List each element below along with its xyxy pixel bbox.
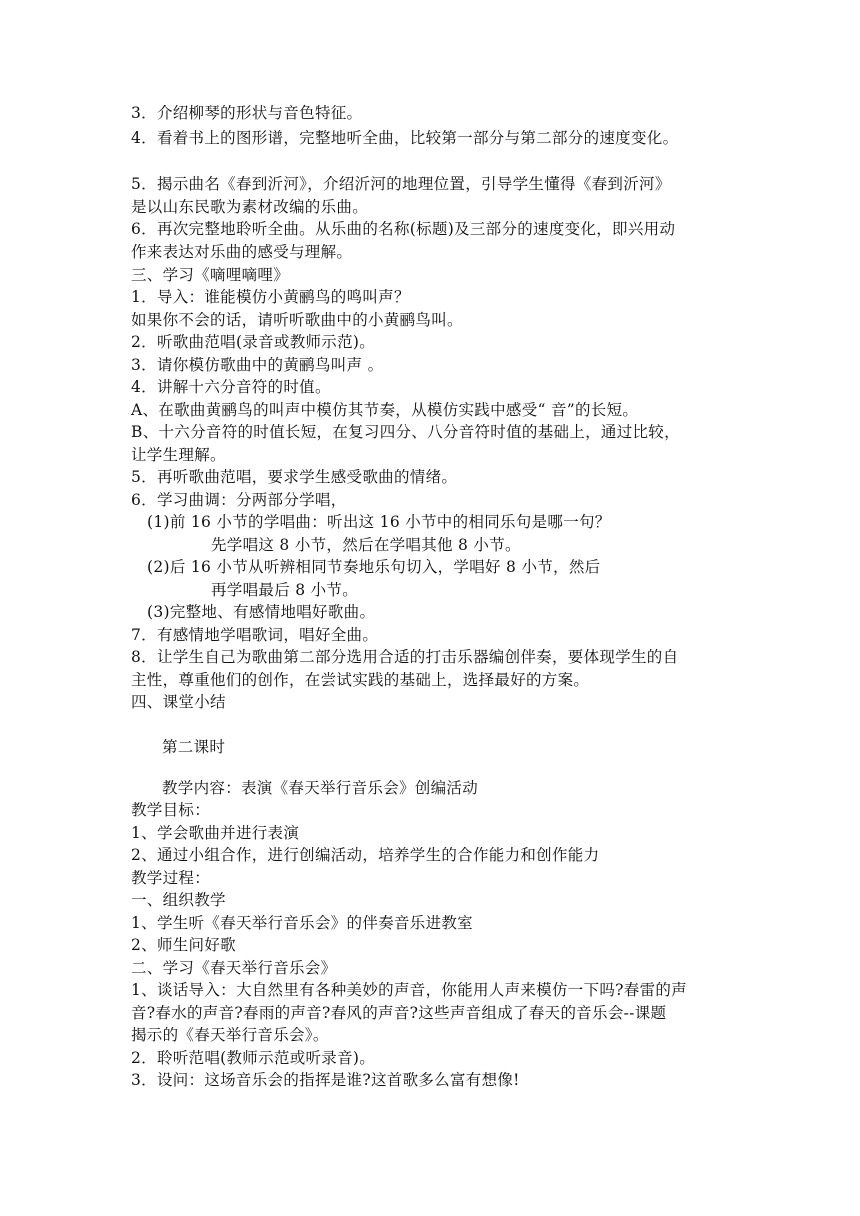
lesson-title: 第二课时 bbox=[162, 738, 226, 756]
text-line: A、在歌曲黄鹂鸟的叫声中模仿其节奏，从模仿实践中感受“ 音”的长短。 bbox=[131, 401, 639, 419]
text-line: 3．设问：这场音乐会的指挥是谁?这首歌多么富有想像! bbox=[131, 1071, 520, 1089]
text-line: 5．再听歌曲范唱，要求学生感受歌曲的情绪。 bbox=[131, 468, 458, 486]
text-line: 作来表达对乐曲的感受与理解。 bbox=[131, 243, 353, 261]
text-line: 7．有感情地学唱歌词，唱好全曲。 bbox=[131, 626, 379, 644]
text-line: 先学唱这 8 小节，然后在学唱其他 8 小节。 bbox=[211, 536, 521, 554]
text-line: 1、学生听《春天举行音乐会》的伴奏音乐进教室 bbox=[131, 914, 473, 932]
section-heading: 四、课堂小结 bbox=[131, 693, 226, 711]
text-line: 让学生理解。 bbox=[131, 446, 226, 464]
text-line: 2、通过小组合作，进行创编活动，培养学生的合作能力和创作能力 bbox=[131, 846, 600, 864]
text-line: 3．介绍柳琴的形状与音色特征。 bbox=[131, 104, 363, 122]
text-line: 2、师生问好歌 bbox=[131, 936, 236, 954]
text-line: (1)前 16 小节的学唱曲：听出这 16 小节中的相同乐句是哪一句？ bbox=[147, 513, 611, 531]
text-line: 6．学习曲调：分两部分学唱， bbox=[131, 491, 347, 509]
text-line: 教学内容：表演《春天举行音乐会》创编活动 bbox=[162, 779, 479, 797]
text-line: 5．揭示曲名《春到沂河》，介绍沂河的地理位置，引导学生懂得《春到沂河》 bbox=[131, 175, 671, 193]
text-line: (3)完整地、有感情地唱好歌曲。 bbox=[147, 603, 376, 621]
text-line: 教学过程： bbox=[131, 869, 211, 887]
text-line: 主性，尊重他们的创作，在尝试实践的基础上，选择最好的方案。 bbox=[131, 671, 590, 689]
section-heading: 三、学习《嘀哩嘀哩》 bbox=[131, 266, 290, 284]
text-line: 4．讲解十六分音符的时值。 bbox=[131, 378, 331, 396]
section-heading: 二、学习《春天举行音乐会》 bbox=[131, 959, 337, 977]
text-line: 8．让学生自己为歌曲第二部分选用合适的打击乐器编创伴奏，要体现学生的自 bbox=[131, 648, 679, 666]
text-line: (2)后 16 小节从听辨相同节奏地乐句切入，学唱好 8 小节，然后 bbox=[147, 558, 601, 576]
text-line: 1．导入：谁能模仿小黄鹂鸟的鸣叫声？ bbox=[131, 288, 410, 306]
text-line: 是以山东民歌为素材改编的乐曲。 bbox=[131, 198, 369, 216]
text-line: B、十六分音符的时值长短，在复习四分、八分音符时值的基础上，通过比较， bbox=[131, 423, 680, 441]
text-line: 4．看着书上的图形谱，完整地听全曲，比较第一部分与第二部分的速度变化。 bbox=[131, 129, 679, 147]
text-line: 2．聆听范唱(教师示范或听录音)。 bbox=[131, 1049, 376, 1067]
text-line: 1、学会歌曲并进行表演 bbox=[131, 824, 300, 842]
text-line: 揭示的《春天举行音乐会》。 bbox=[131, 1026, 329, 1044]
text-line: 教学目标： bbox=[131, 801, 211, 819]
text-line: 6．再次完整地聆听全曲。从乐曲的名称(标题)及三部分的速度变化，即兴用动 bbox=[131, 220, 676, 238]
text-line: 再学唱最后 8 小节。 bbox=[211, 581, 359, 599]
text-line: 音?春水的声音?春雨的声音?春风的声音?这些声音组成了春天的音乐会--课题 bbox=[131, 1004, 667, 1022]
text-line: 1、谈话导入：大自然里有各种美妙的声音，你能用人声来模仿一下吗?春雷的声 bbox=[131, 981, 687, 999]
text-line: 如果你不会的话，请听听歌曲中的小黄鹂鸟叫。 bbox=[131, 311, 463, 329]
text-line: 3．请你模仿歌曲中的黄鹂鸟叫声 。 bbox=[131, 356, 384, 374]
section-heading: 一、组织教学 bbox=[131, 891, 226, 909]
text-line: 2．听歌曲范唱(录音或教师示范)。 bbox=[131, 333, 376, 351]
